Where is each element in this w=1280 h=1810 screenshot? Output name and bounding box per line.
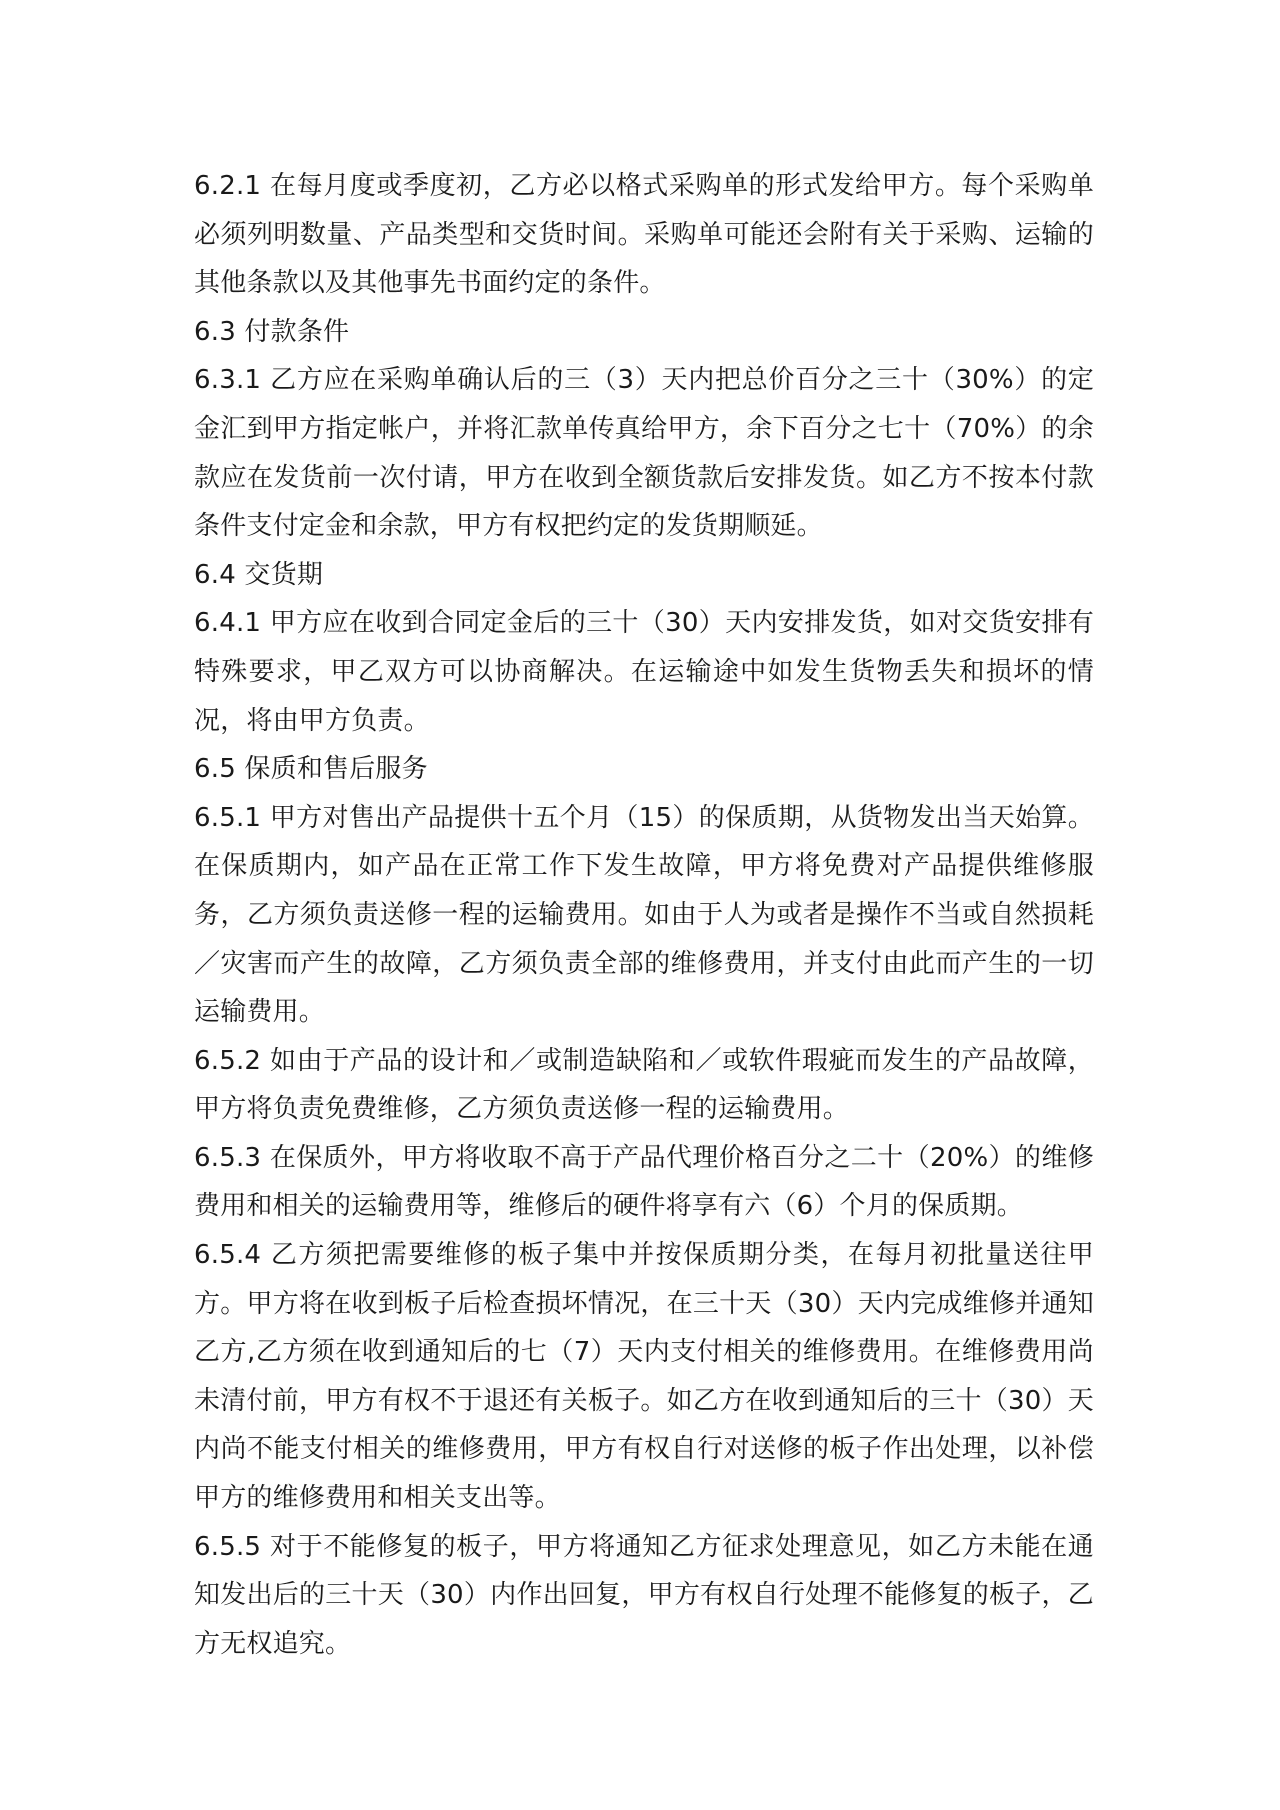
clause-6-5-1: 6.5.1 甲方对售出产品提供十五个月（15）的保质期，从货物发出当天始算。在保质期内，如产品在正常工作下发生故障，甲方将免费对产品提供维修服务，乙方须负责送修一程的运输费用。如由于人为或者是操作不当或自然损耗／灾害而产生的故障，乙方须负责全部的维修费用，并支付由此而产生的一切运输费用。 — [194, 802, 1094, 1028]
clause-6-4-1: 6.4.1 甲方应在收到合同定金后的三十（30）天内安排发货，如对交货安排有特殊要求，甲乙双方可以协商解决。在运输途中如发生货物丢失和损坏的情况，将由甲方负责。 — [194, 608, 1094, 736]
document-body — [194, 162, 1094, 1668]
heading-6-5-warranty-service: 6.5 保质和售后服务 — [194, 754, 428, 785]
clause-6-5-4: 6.5.4 乙方须把需要维修的板子集中并按保质期分类，在每月初批量送往甲方。甲方将在收到板子后检查损坏情况，在三十天（30）天内完成维修并通知乙方,乙方须在收到通知后的七（7）天内支付相关的维修费用。在维修费用尚未清付前，甲方有权不于退还有关板子。如乙方在收到通知后的三十（30）天内尚不能支付相关的维修费用，甲方有权自行对送修的板子作出处理，以补偿甲方的维修费用和相关支出等。 — [194, 1240, 1094, 1514]
clause-6-5-3: 6.5.3 在保质外，甲方将收取不高于产品代理价格百分之二十（20%）的维修费用和相关的运输费用等，维修后的硬件将享有六（6）个月的保质期。 — [194, 1142, 1094, 1222]
clause-6-5-5: 6.5.5 对于不能修复的板子，甲方将通知乙方征求处理意见，如乙方未能在通知发出后的三十天（30）内作出回复，甲方有权自行处理不能修复的板子，乙方无权追究。 — [194, 1531, 1094, 1659]
clause-6-5-2: 6.5.2 如由于产品的设计和／或制造缺陷和／或软件瑕疵而发生的产品故障，甲方将负责免费维修，乙方须负责送修一程的运输费用。 — [194, 1045, 1094, 1125]
heading-6-3-payment-terms: 6.3 付款条件 — [194, 316, 350, 347]
heading-6-4-delivery-period: 6.4 交货期 — [194, 559, 324, 590]
clause-6-2-1: 6.2.1 在每月度或季度初，乙方必以格式采购单的形式发给甲方。每个采购单必须列明数量、产品类型和交货时间。采购单可能还会附有关于采购、运输的其他条款以及其他事先书面约定的条件。 — [194, 171, 1094, 299]
clause-6-3-1: 6.3.1 乙方应在采购单确认后的三（3）天内把总价百分之三十（30%）的定金汇到甲方指定帐户，并将汇款单传真给甲方，余下百分之七十（70%）的余款应在发货前一次付请，甲方在收到全额货款后安排发货。如乙方不按本付款条件支付定金和余款，甲方有权把约定的发货期顺延。 — [194, 365, 1094, 542]
